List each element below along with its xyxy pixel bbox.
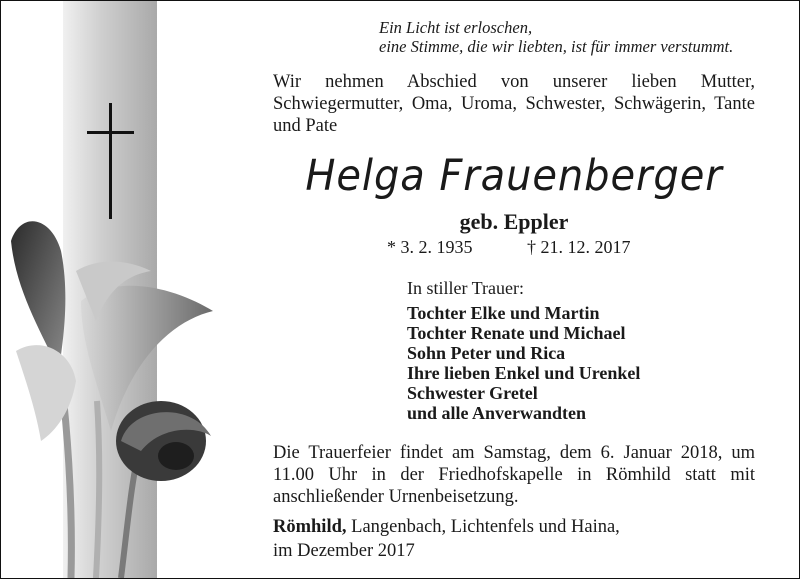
funeral-info: Die Trauerfeier findet am Samstag, dem 6. Januar 2018, um 11.00 Uhr in der Friedhofskapelle in Römhild statt mit anschließender Urnenbeisetzung.	[273, 443, 755, 507]
calla-lily-illustration	[1, 201, 231, 578]
mourner: Tochter Renate und Michael	[407, 323, 626, 343]
cross-icon-bar	[87, 131, 134, 134]
mourner: Ihre lieben Enkel und Urenkel	[407, 363, 641, 383]
mourner: Schwester Gretel	[407, 383, 538, 403]
mourner: Tochter Elke und Martin	[407, 303, 600, 323]
mourner: und alle Anverwandten	[407, 403, 587, 423]
mourning-label: In stiller Trauer:	[407, 278, 524, 298]
quote-line-1: Ein Licht ist erloschen,	[379, 18, 533, 37]
quote-line-2: eine Stimme, die wir liebten, ist für immer verstummt.	[379, 37, 734, 56]
mourner: Sohn Peter und Rica	[407, 343, 566, 363]
mourners-list	[407, 303, 640, 423]
place-main: Römhild,	[273, 517, 347, 537]
birth-date: * 3. 2. 1935	[387, 237, 473, 257]
birth-name: geb. Eppler	[459, 209, 569, 234]
deceased-name: Helga Frauenberger	[305, 151, 723, 201]
intro-text: Wir nehmen Abschied von unserer lieben Mutter, Schwiegermutter, Oma, Uroma, Schwester, Schwägerin, Tante und Pate	[273, 72, 755, 136]
death-date: † 21. 12. 2017	[527, 237, 631, 257]
place-rest: Langenbach, Lichtenfels und Haina,	[346, 517, 620, 537]
place-line	[273, 517, 620, 538]
quote	[379, 18, 733, 56]
date-line: im Dezember 2017	[273, 541, 415, 561]
